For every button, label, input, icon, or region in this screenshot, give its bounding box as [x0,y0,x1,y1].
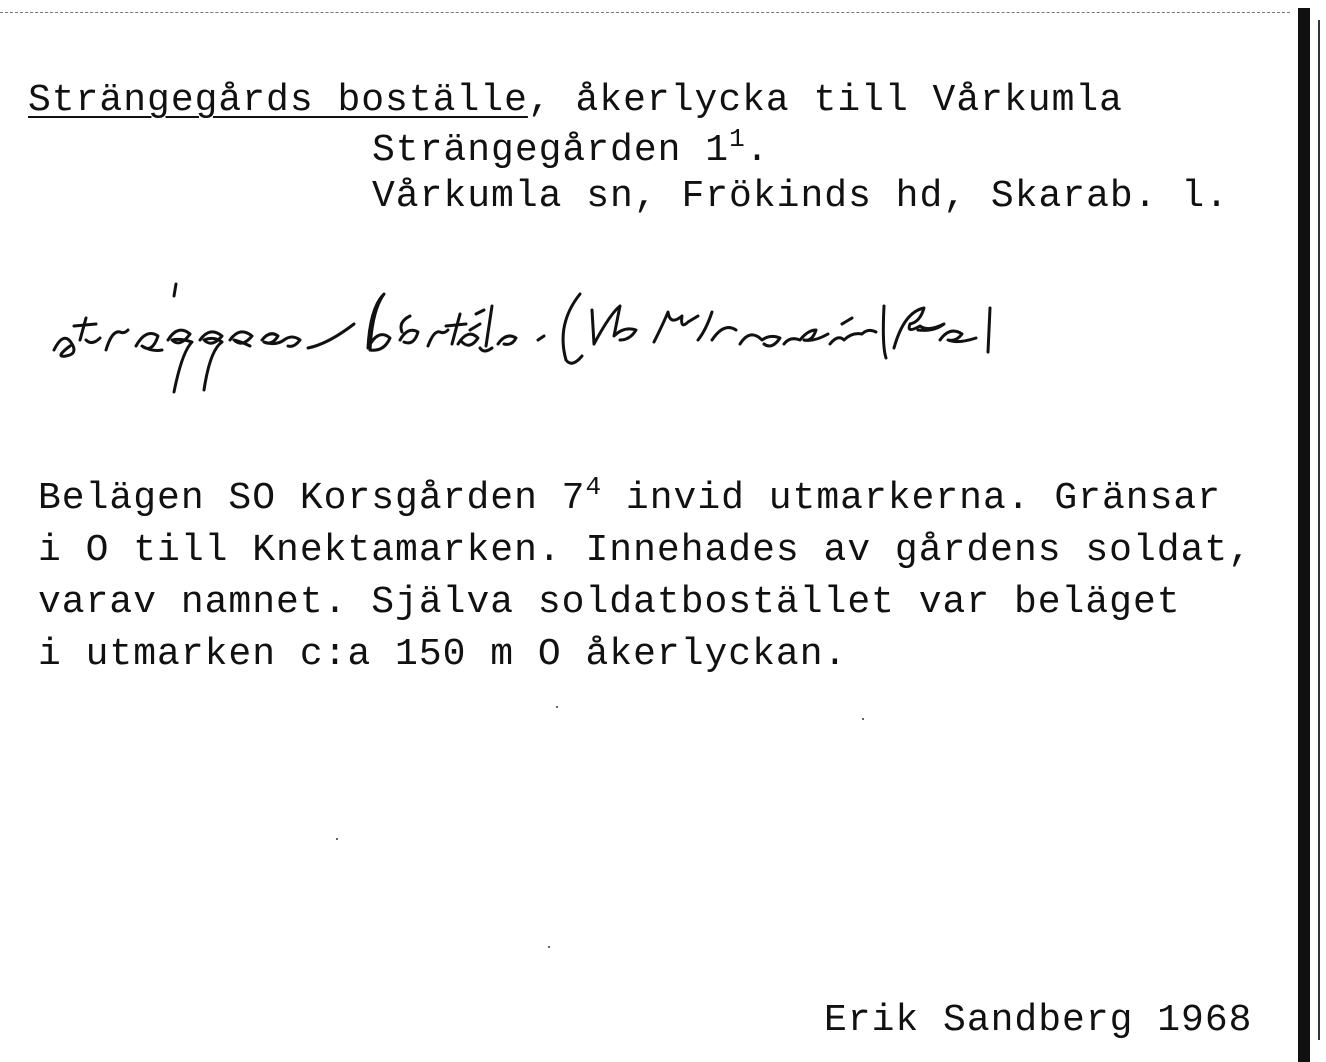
signature-line: Erik Sandberg 1968 [824,999,1253,1042]
body-line-4: i utmarken c:a 150 m O åkerlyckan. [38,633,848,676]
body-line-1 [38,472,1222,520]
card-right-edge-line [1318,20,1320,1040]
scan-speck [862,718,864,720]
body-line-3: varav namnet. Själva soldatbostället var beläget [38,581,1181,624]
property-superscript: 1 [729,124,746,154]
card-right-edge [1298,8,1310,1062]
place-name: Strängegårds boställe [28,79,528,122]
handwriting-drawing [40,270,1280,400]
body-line-1-superscript: 4 [585,472,603,502]
scan-speck [556,706,558,708]
property-suffix: . [745,129,770,172]
place-description: , åkerlycka till Vårkumla [527,79,1123,122]
handwritten-pronunciation [40,270,1280,400]
heading-line [28,79,1123,122]
body-line-1-prefix: Belägen SO Korsgården 7 [38,477,586,520]
scan-speck [336,838,338,840]
location-line: Vårkumla sn, Frökinds hd, Skarab. l. [372,175,1229,218]
scan-speck [548,946,550,948]
property-name: Strängegården 1 [372,129,730,172]
card-top-edge [0,12,1290,13]
property-line [372,124,770,172]
body-line-2: i O till Knektamarken. Innehades av gårdens soldat, [38,529,1252,572]
body-line-1-suffix: invid utmarkerna. Gränsar [602,477,1222,520]
